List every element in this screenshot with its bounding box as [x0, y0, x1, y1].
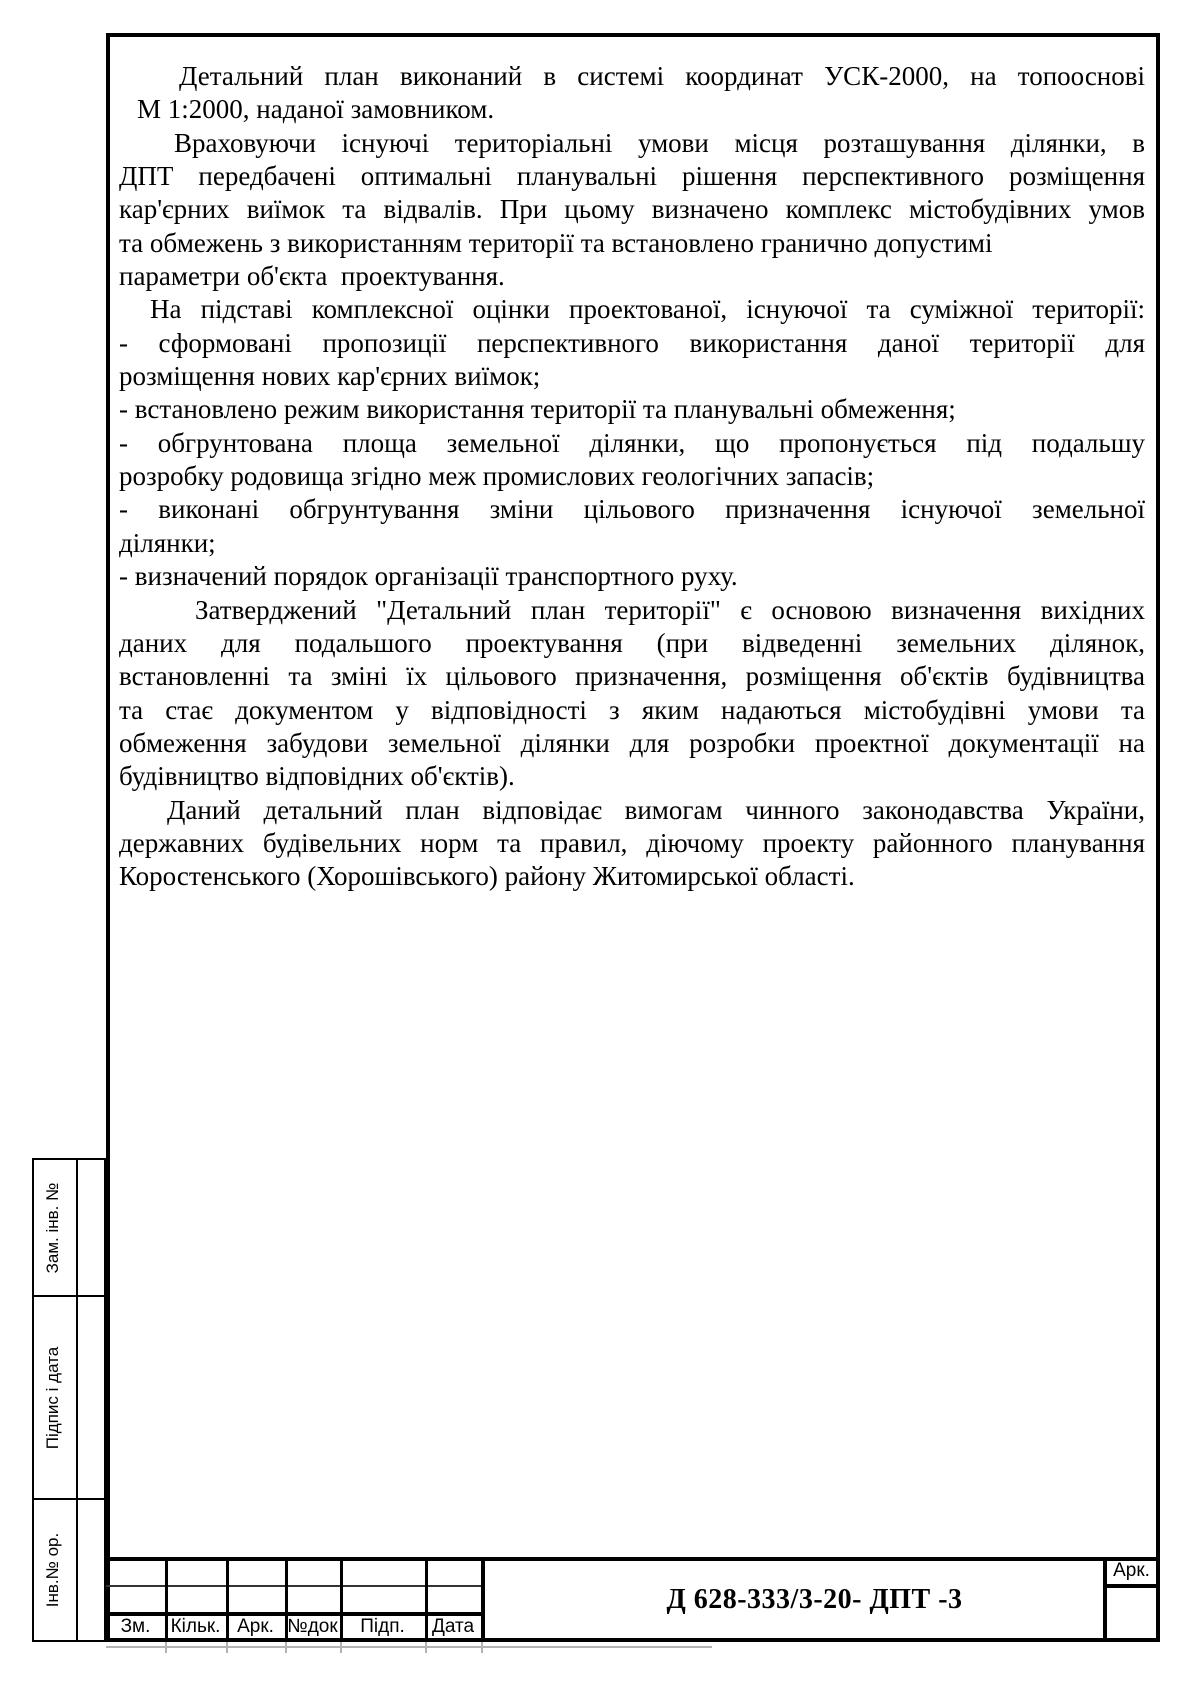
side-box-zam-inv: [32, 1158, 106, 1297]
text-line: М 1:2000, наданої замовником.: [137, 94, 495, 125]
text-line: розміщення нових кар'єрних виїмок;: [119, 361, 541, 392]
stamp-col-kilk: Кільк.: [170, 1615, 221, 1637]
text-line: обмеження забудови земельної ділянки для розробки проектної документації на: [119, 727, 1145, 758]
text-line: розробку родовища згідно меж промислових геологічних запасів;: [119, 461, 875, 492]
text-line: ділянки;: [119, 527, 216, 558]
text-line: ДПТ передбачені оптимальні планувальні рішення перспективного розміщення: [119, 161, 1145, 192]
stamp-col-data: Дата: [431, 1615, 475, 1637]
document-number: Д 628-333/3-20- ДПТ -3: [666, 1583, 963, 1615]
scan-artifact-tick: [481, 1642, 483, 1653]
text-line: державних будівельних норм та правил, діючому проекту районного планування: [119, 827, 1145, 858]
stamp-col-ndok: №док: [287, 1615, 338, 1637]
text-line: - встановлено режим використання території та планувальні обмеження;: [119, 394, 956, 425]
side-box-inv-or: [32, 1498, 106, 1642]
text-line: - виконані обгрунтування зміни цільового призначення існуючої земельної: [119, 494, 1145, 525]
text-line: Даний детальний план відповідає вимогам чинного законодавства України,: [167, 794, 1145, 825]
text-line: - сформовані пропозиції перспективного використання даної території для: [119, 327, 1145, 358]
side-label-zam-inv: Зам. інв. №: [43, 1182, 62, 1273]
text-line: - обгрунтована площа земельної ділянки, що пропонується під подальшу: [119, 427, 1145, 458]
scan-artifact-tick: [226, 1642, 228, 1653]
side-strip-divider: [76, 1158, 78, 1642]
scan-artifact-tick: [425, 1642, 427, 1653]
scan-artifact-tick: [340, 1642, 342, 1653]
text-line: - визначений порядок організації транспортного руху.: [119, 561, 738, 592]
text-line: На підставі комплексної оцінки проектованої, існуючої та суміжної території:: [150, 294, 1145, 325]
text-line: Враховуючи існуючі територіальні умови місця розташування ділянки, в: [174, 127, 1145, 158]
text-line: Детальний план виконаний в системі координат УСК-2000, на топооснові: [179, 61, 1145, 91]
side-label-pidpys-data: Підпис і дата: [43, 1346, 62, 1449]
scan-artifact-line: [106, 1646, 712, 1648]
text-line: Затверджений "Детальний план території" є основою визначення вихідних: [195, 594, 1145, 625]
text-line: будівництво відповідних об'єктів).: [119, 761, 515, 792]
text-line: встановленні та зміні їх цільового призначення, розміщення об'єктів будівництва: [119, 661, 1145, 692]
sheet-label: Арк.: [1113, 1560, 1150, 1581]
stamp-col-pidp: Підп.: [360, 1615, 405, 1637]
scan-artifact-tick: [165, 1642, 167, 1653]
text-line: та стає документом у відповідності з яким надаються містобудівні умови та: [119, 694, 1145, 725]
text-line: кар'єрних виїмок та відвалів. При цьому визначено комплекс містобудівних умов: [119, 194, 1145, 225]
side-box-pidpys-data: [32, 1295, 106, 1500]
stamp-col-ark: Арк.: [237, 1615, 274, 1637]
text-line: та обмежень з використанням території та встановлено гранично допустимі: [119, 227, 993, 258]
document-body: [119, 60, 1145, 894]
text-line: даних для подальшого проектування (при відведенні земельних ділянок,: [119, 627, 1145, 658]
scan-artifact-tick: [285, 1642, 287, 1653]
side-label-inv-or: Інв.№ ор.: [43, 1532, 62, 1608]
text-line: Коростенського (Хорошівського) району Житомирської області.: [119, 861, 855, 892]
stamp-col-zm: Зм.: [120, 1615, 151, 1637]
text-line: параметри об'єкта проектування.: [119, 261, 505, 292]
